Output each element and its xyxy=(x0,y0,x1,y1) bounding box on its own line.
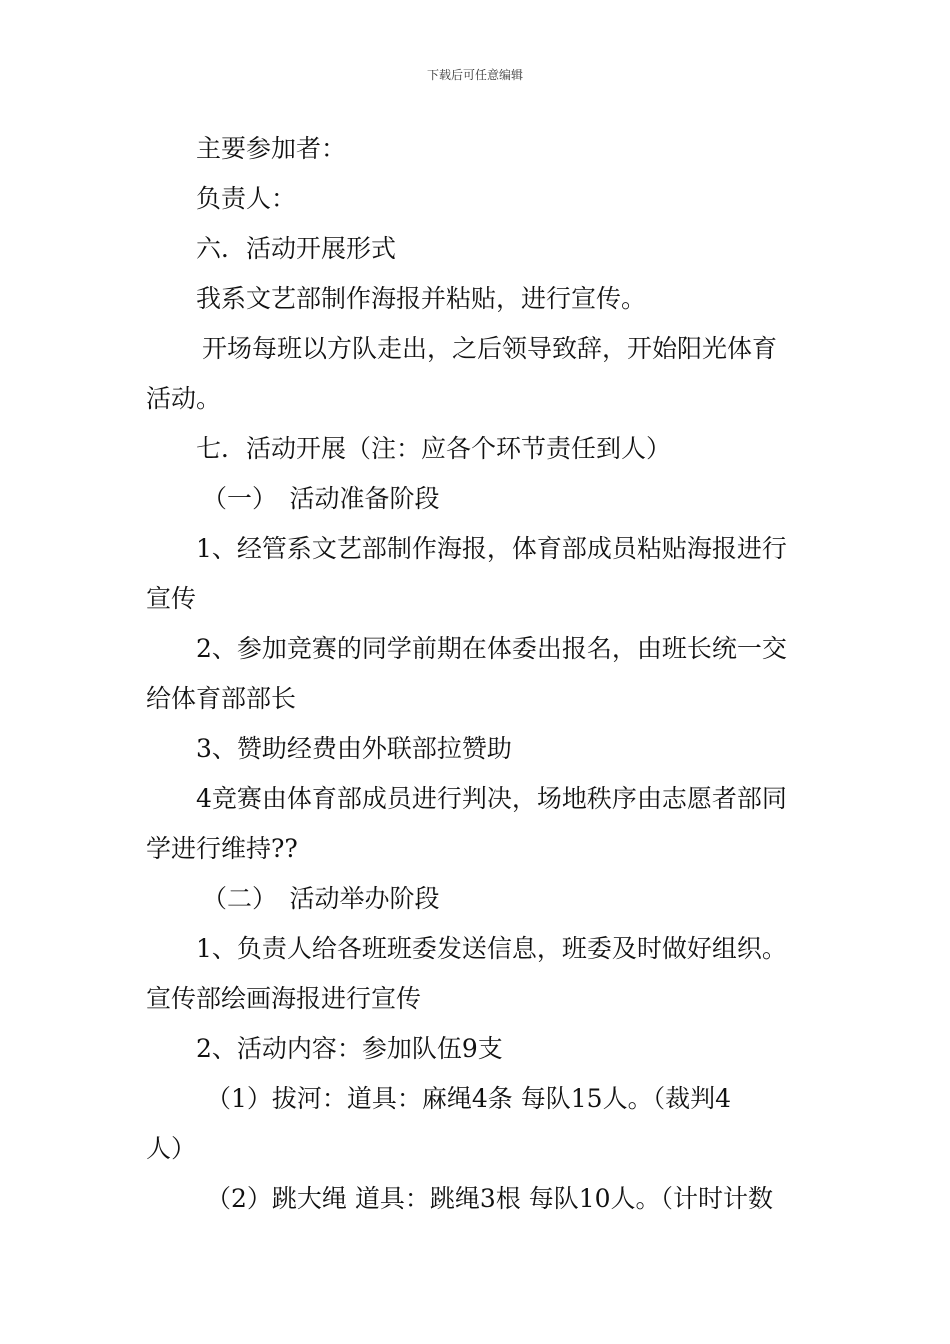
section-seven-heading: 七．活动开展（注：应各个环节责任到人） xyxy=(196,434,672,463)
subsection-one-heading: （一） 活动准备阶段 xyxy=(202,484,440,513)
paragraph-line: 3、赞助经费由外联部拉赞助 xyxy=(196,734,512,763)
paragraph-line: 宣传部绘画海报进行宣传 xyxy=(146,984,422,1013)
paragraph-line: 给体育部部长 xyxy=(146,684,297,713)
paragraph-line: 2、活动内容：参加队伍9支 xyxy=(196,1034,503,1063)
paragraph-line: 1、负责人给各班班委发送信息，班委及时做好组织。 xyxy=(196,934,787,963)
participants-line: 主要参加者： xyxy=(196,134,347,163)
paragraph-line: 1、经管系文艺部制作海报，体育部成员粘贴海报进行 xyxy=(196,534,787,563)
paragraph-line: 我系文艺部制作海报并粘贴，进行宣传。 xyxy=(196,284,647,313)
paragraph-line: 开场每班以方队走出，之后领导致辞，开始阳光体育 xyxy=(202,334,778,363)
section-six-heading: 六．活动开展形式 xyxy=(196,234,397,263)
page-header: 下载后可任意编辑 xyxy=(426,68,523,82)
paragraph-line: （1）拔河：道具：麻绳4条 每队15人。（裁判4 xyxy=(206,1084,731,1113)
paragraph-line: 4竞赛由体育部成员进行判决，场地秩序由志愿者部同 xyxy=(196,784,787,813)
paragraph-line: 2、参加竞赛的同学前期在体委出报名，由班长统一交 xyxy=(196,634,787,663)
subsection-two-heading: （二） 活动举办阶段 xyxy=(202,884,440,913)
person-in-charge-line: 负责人： xyxy=(196,184,297,213)
paragraph-line: 学进行维持?? xyxy=(146,834,298,863)
paragraph-line: （2）跳大绳 道具：跳绳3根 每队10人。（计时计数 xyxy=(206,1184,774,1213)
paragraph-line: 活动。 xyxy=(146,384,222,413)
paragraph-line: 宣传 xyxy=(146,584,197,613)
paragraph-line: 人） xyxy=(146,1134,197,1163)
